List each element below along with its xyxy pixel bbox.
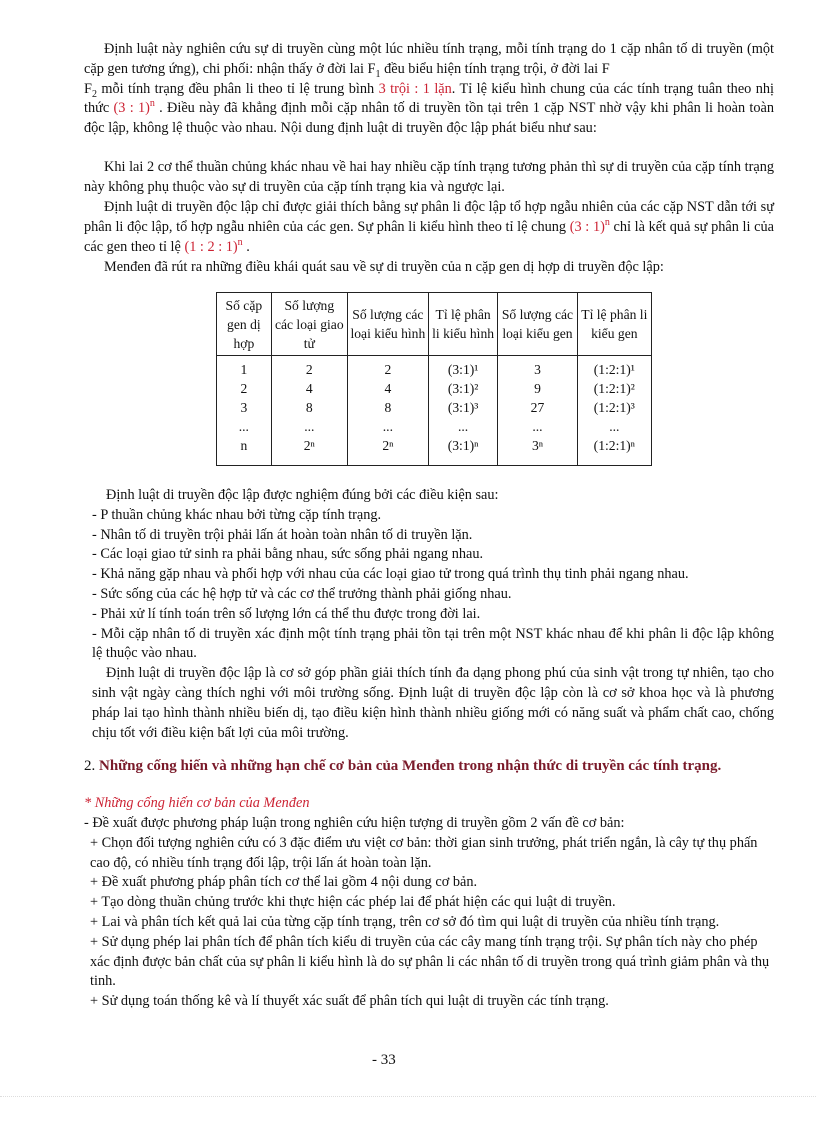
table-cell: 2 4 8 ... 2ⁿ (347, 356, 428, 466)
table-header: Tỉ lệ phân li kiểu hình (428, 293, 497, 356)
table-header: Số lượng các loại giao tử (271, 293, 347, 356)
list-item: - Khả năng gặp nhau và phối hợp với nhau của các loại giao tử trong quá trình thụ tinh phải ngang nhau. (92, 566, 689, 583)
table-cell: 1 2 3 ... n (217, 356, 272, 466)
list-item: + Chọn đối tượng nghiên cứu có 3 đặc điểm ưu việt cơ bản: thời gian sinh trưởng, phát triển ngắn, là cây tự thụ phấn cao độ, có nhiều tính trạng đối lập, trội lấn át hoàn toàn lặn. (90, 834, 758, 871)
table-cell: 3 9 27 ... 3ⁿ (498, 356, 577, 466)
page-number: - 33 (372, 1052, 396, 1068)
list-item: - Nhân tố di truyền trội phải lấn át hoàn toàn nhân tố di truyền lặn. (92, 526, 473, 543)
list-item: - Sức sống của các hệ hợp tử và các cơ thể trưởng thành phải giống nhau. (92, 585, 512, 602)
list-item: + Sử dụng phép lai phân tích để phân tích kiểu di truyền của các cây mang tính trạng trội. Sự phân tích này cho phép xác định được bản chất của sự phân li kiểu hình là do sự phân li các nhân tố di truyền trong quá trình giảm phân và thụ tinh. (90, 933, 770, 990)
page-divider (0, 1096, 816, 1097)
list-item: + Đề xuất phương pháp phân tích cơ thể lai gồm 4 nội dung cơ bản. (90, 874, 478, 891)
conditions-intro: Định luật di truyền độc lập được nghiệm đúng bởi các điều kiện sau: (106, 487, 499, 503)
section-subtitle: * Những cống hiến cơ bản của Menđen (84, 795, 310, 811)
list-item: + Sử dụng toán thống kê và lí thuyết xác suất để phân tích qui luật di truyền các tính trạng. (90, 993, 609, 1010)
paragraph-table-intro: Menđen đã rút ra những điều khái quát sau về sự di truyền của n cặp gen dị hợp di truyền độc lập: (104, 259, 664, 275)
list-item: - Mỗi cặp nhân tố di truyền xác định một tính trạng phải tồn tại trên một NST khác nhau để khi phân li độc lập không lệ thuộc vào nhau. (92, 625, 774, 662)
paragraph-intro: Định luật này nghiên cứu sự di truyền cùng một lúc nhiều tính trạng, mỗi tính trạng do 1 cặp nhân tố di truyền (một cặp gen tương ứng), chi phối: nhận thấy ở đời lai $F_1$ đều biểu hiện tính trạng trội, ở đời lai F $F_2$ mỗi tính trạng đều phân li theo tỉ lệ trung bình 3 trội : 1 lặn. Tỉ lệ kiểu hình chung của các tính trạng tuân theo nhị thức (3 : 1)$^n$ . Điều này đã khẳng định mỗi cặp nhân tố di truyền tồn tại trên 1 cặp NST nhờ vậy khi phân li hoàn toàn độc lập, không lệ thuộc vào nhau. Nội dung định luật di truyền độc lập phát biểu như sau: (84, 41, 774, 137)
list-item: - Đề xuất được phương pháp luận trong nghiên cứu hiện tượng di truyền gồm 2 vấn đề cơ bản: (84, 815, 625, 831)
table-cell: (3:1)¹ (3:1)² (3:1)³ ... (3:1)ⁿ (428, 356, 497, 466)
paragraph-law-statement: Khi lai 2 cơ thể thuần chủng khác nhau về hai hay nhiều cặp tính trạng tương phản thì sự di truyền của cặp tính trạng này không phụ thuộc vào sự di truyền của cặp tính trạng kia và ngược lại. (84, 159, 774, 195)
table-header-row (217, 293, 652, 356)
ratio-genotype-highlight: (1 : 2 : 1)$^n$ (184, 236, 243, 255)
contributions-list (84, 814, 774, 1012)
ratio-highlight: 3 trội : 1 lặn (378, 80, 452, 97)
paragraph-explanation: Định luật di truyền độc lập chỉ được giải thích bằng sự phân li độc lập tổ hợp ngẫu nhiên của các cặp NST dẫn tới sự phân li độc lập, tổ hợp ngẫu nhiên của các gen. Sự phân li kiểu hình theo tỉ lệ chung (3 : 1)$^n$ chỉ là kết quả sự phân li của các gen theo tỉ lệ (1 : 2 : 1)$^n$ . (84, 199, 774, 255)
table-header: Tỉ lệ phân li kiểu gen (577, 293, 651, 356)
conditions-block (92, 486, 774, 743)
table-cell: 2 4 8 ... 2ⁿ (271, 356, 347, 466)
list-item: + Lai và phân tích kết quả lai của từng cặp tính trạng, trên cơ sở đó tìm qui luật di truyền của nhiều tính trạng. (90, 913, 720, 930)
segregation-table (216, 292, 652, 466)
table-cell: (1:2:1)¹ (1:2:1)² (1:2:1)³ ... (1:2:1)ⁿ (577, 356, 651, 466)
table-row (217, 356, 652, 466)
binomial-highlight: (3 : 1)$^n$ (113, 98, 155, 117)
table-header: Số lượng các loại kiểu gen (498, 293, 577, 356)
list-item: - Các loại giao tử sinh ra phải bằng nhau, sức sống phải ngang nhau. (92, 546, 484, 563)
section-heading: 2. Những cống hiến và những hạn chế cơ bản của Menđen trong nhận thức di truyền các tính trạng. (84, 758, 722, 774)
table-header: Số lượng các loại kiểu hình (347, 293, 428, 356)
list-item: - P thuần chủng khác nhau bởi từng cặp tính trạng. (92, 506, 382, 523)
conditions-closing: Định luật di truyền độc lập là cơ sở góp phần giải thích tính đa dạng phong phú của sinh vật trong tự nhiên, tạo cho sinh vật ngày càng thích nghi với môi trường sống. Định luật di truyền độc lập còn là cơ sở khoa học và là phương pháp lai tạo hình thành nhiều biến dị, tạo điều kiện hình thành nhiều giống mới có năng suất và phẩm chất cao, chống chịu tốt với điều kiện bất lợi của môi trường. (92, 665, 774, 741)
table-header: Số cặp gen dị hợp (217, 293, 272, 356)
list-item: + Tạo dòng thuần chủng trước khi thực hiện các phép lai để phát hiện các qui luật di truyền. (90, 894, 616, 911)
list-item: - Phải xử lí tính toán trên số lượng lớn cá thể thu được trong đời lai. (92, 605, 481, 622)
ratio-phenotype-highlight: (3 : 1)$^n$ (569, 217, 610, 235)
